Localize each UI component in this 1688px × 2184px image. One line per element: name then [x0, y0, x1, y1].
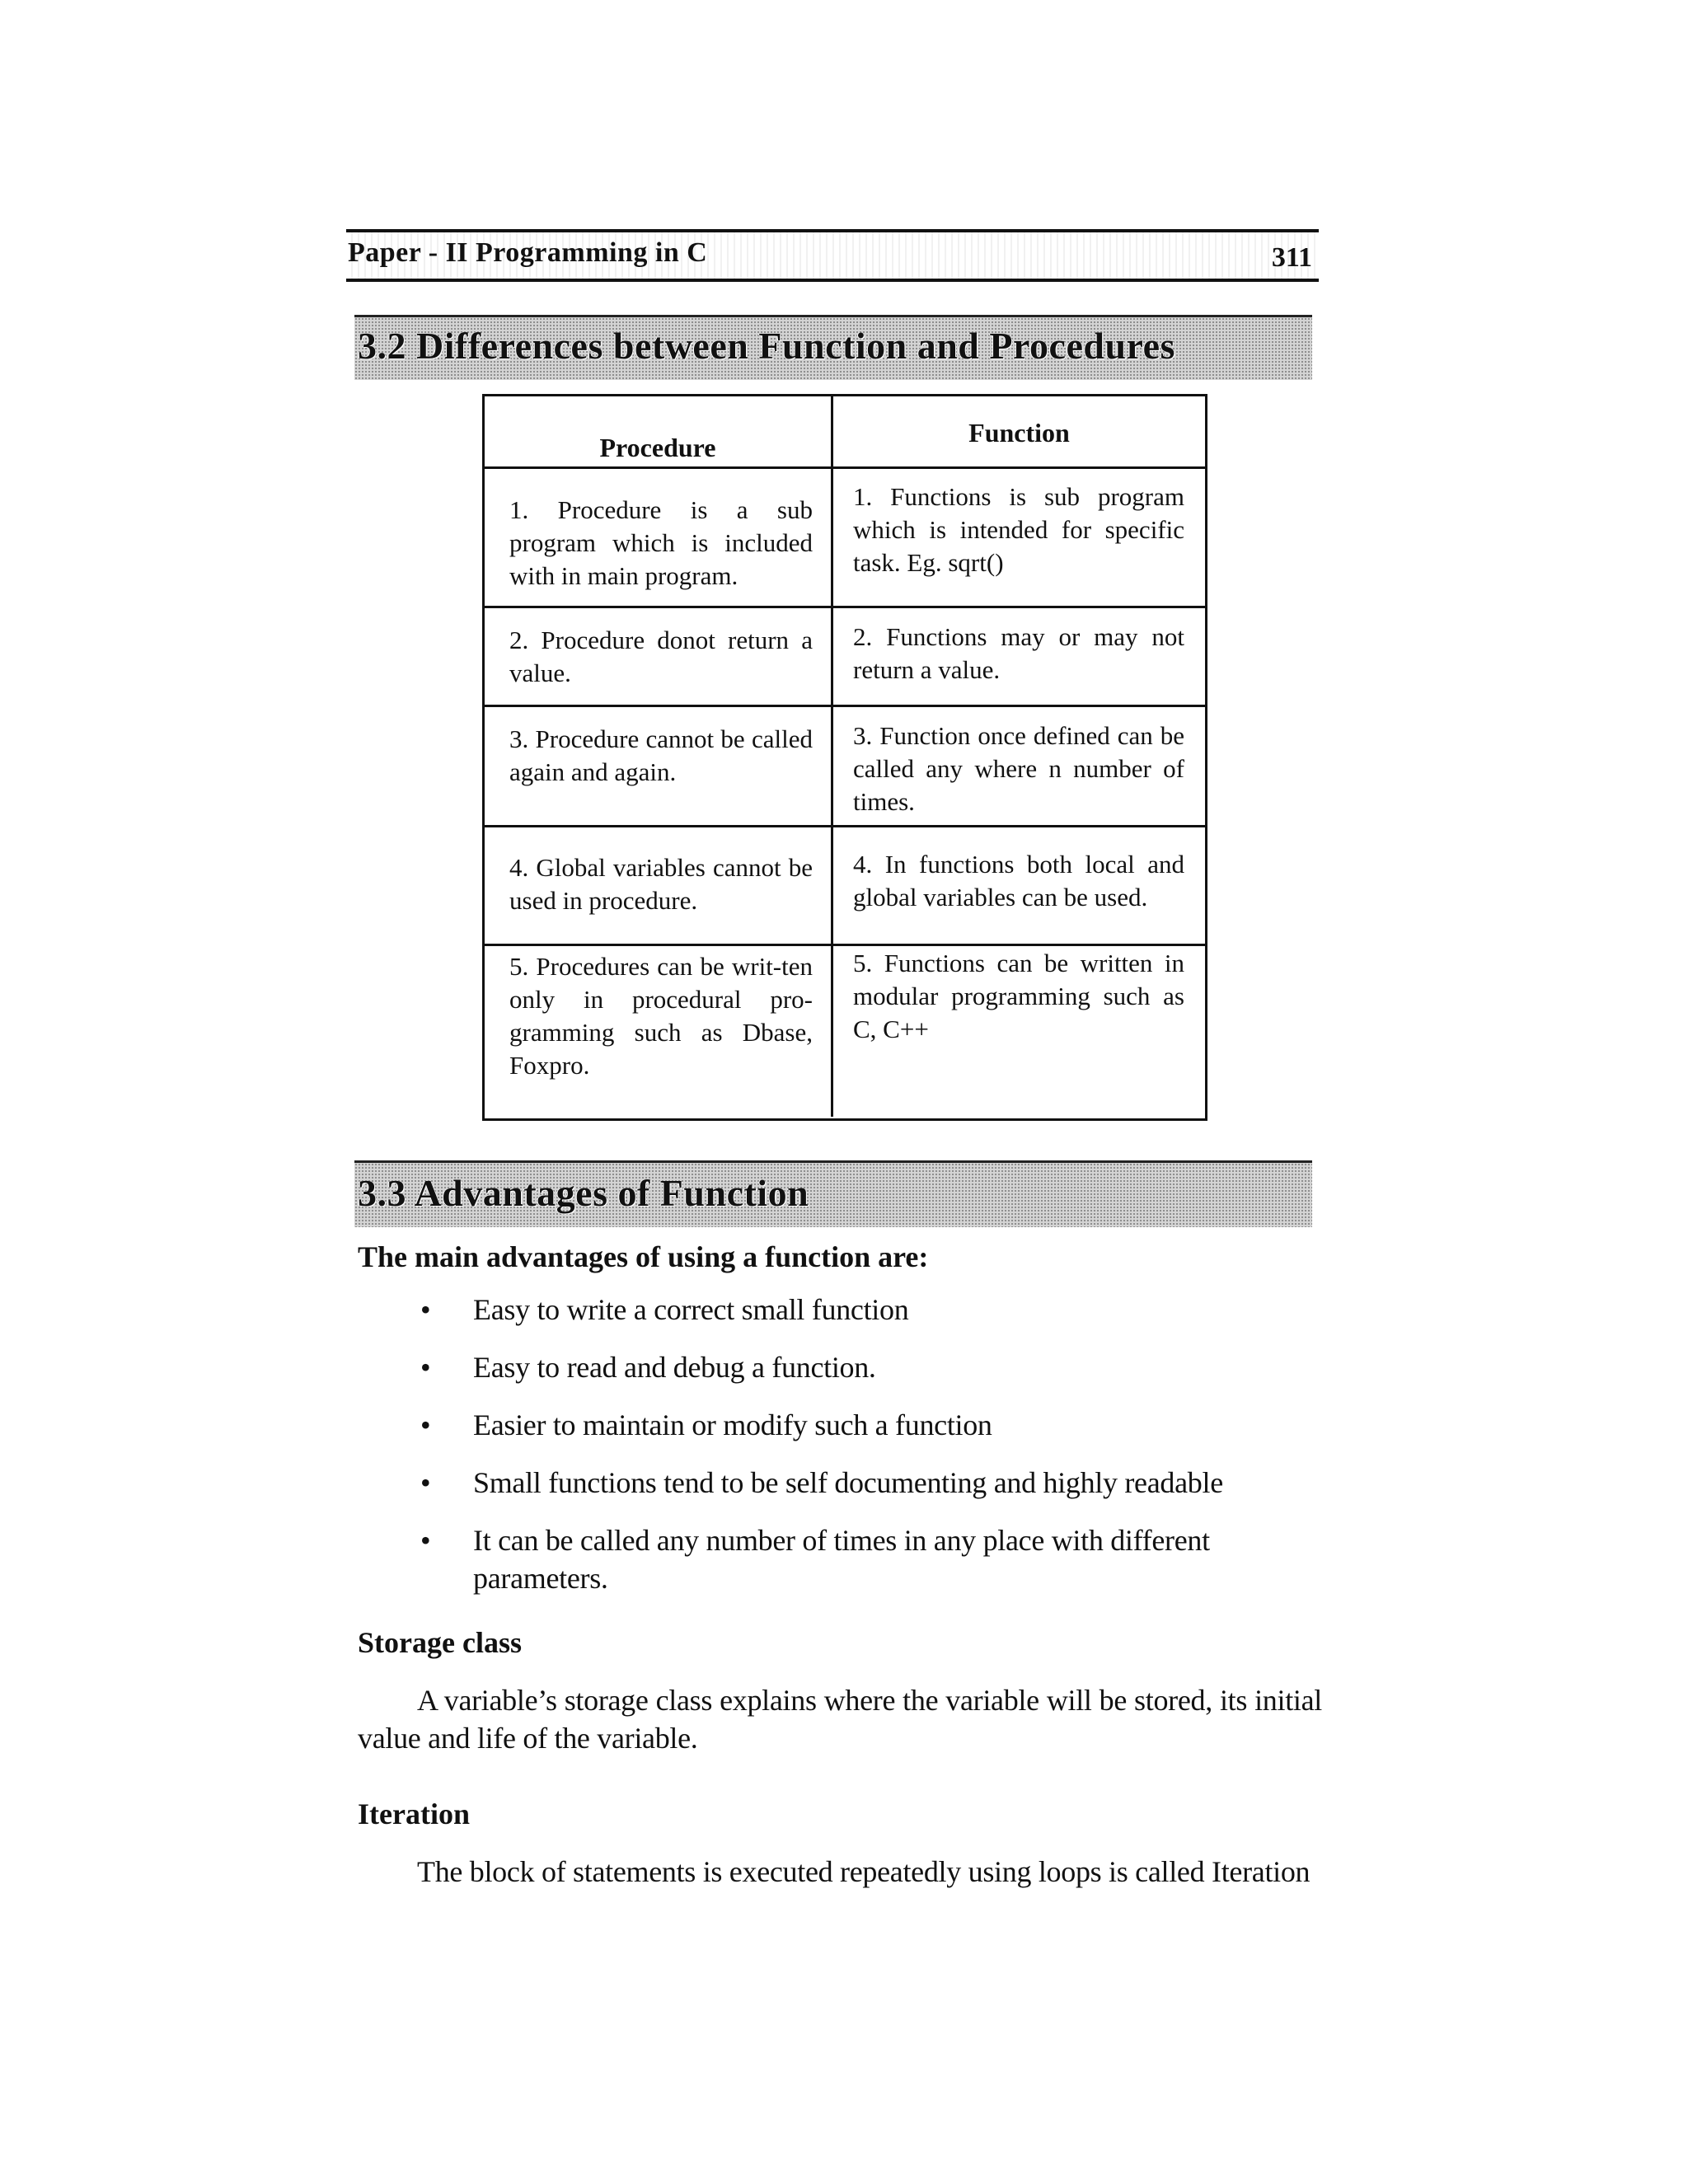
list-item [358, 1521, 1322, 1597]
iteration-heading: Iteration [358, 1797, 470, 1830]
table-cell-function: 2. Functions may or may not return a value. [853, 622, 1184, 684]
bullet-icon: • [420, 1293, 431, 1326]
bullet-icon: • [420, 1351, 431, 1384]
page-number: 311 [1271, 242, 1312, 273]
table-cell-function: 4. In functions both local and global variables can be used. [853, 850, 1184, 912]
running-header [346, 229, 1319, 282]
bullet-icon: • [420, 1466, 431, 1499]
comparison-table [482, 394, 1207, 1121]
list-item [358, 1291, 1322, 1329]
section-heading-bar [354, 1160, 1312, 1227]
iteration-paragraph: The block of statements is executed repeatedly using loops is called Iteration [417, 1855, 1311, 1888]
table-row-divider [485, 705, 1205, 707]
list-item-text: Easy to read and debug a function. [473, 1351, 876, 1384]
table-header-function: Function [968, 418, 1070, 448]
list-item-text: It can be called any number of times in any place with different parameters. [473, 1524, 1210, 1595]
section-heading-bar [354, 315, 1312, 380]
table-cell-procedure: 1. Procedure is a sub program which is included with in main program. [509, 495, 813, 590]
table-cell-procedure: 3. Procedure cannot be called again and again. [509, 724, 813, 786]
bullet-icon: • [420, 1524, 431, 1557]
table-cell-function: 1. Functions is sub program which is intended for specific task. Eg. sqrt() [853, 482, 1184, 577]
table-cell-procedure: 5. Procedures can be writ-ten only in procedural pro-gramming such as Dbase, Foxpro. [509, 952, 813, 1080]
list-item [358, 1464, 1322, 1502]
table-cell-function: 3. Function once defined can be called any where n number of times. [853, 721, 1184, 816]
list-item [358, 1348, 1322, 1386]
table-cell-function: 5. Functions can be written in modular programming such as C, C++ [853, 949, 1184, 1043]
list-item-text: Easier to maintain or modify such a function [473, 1408, 992, 1441]
table-cell-procedure: 4. Global variables cannot be used in procedure. [509, 853, 813, 915]
advantages-lead: The main advantages of using a function are: [358, 1240, 929, 1273]
section-title: 3.2 Differences between Function and Procedures [358, 325, 1175, 367]
table-header-procedure: Procedure [599, 433, 716, 462]
table-cell-procedure: 2. Procedure donot return a value. [509, 626, 813, 687]
bullet-icon: • [420, 1408, 431, 1441]
table-row-divider [485, 606, 1205, 608]
section-title: 3.3 Advantages of Function [358, 1172, 809, 1214]
storage-class-paragraph: A variable’s storage class explains where the variable will be stored, its initial value and life of the variable. [358, 1684, 1322, 1755]
running-header-title: Paper - II Programming in C [348, 237, 708, 268]
table-row-divider [485, 825, 1205, 827]
list-item-text: Easy to write a correct small function [473, 1293, 909, 1326]
storage-class-heading: Storage class [358, 1626, 522, 1659]
table-column-divider [831, 396, 833, 1117]
table-row-divider [485, 466, 1205, 469]
table-row-divider [485, 944, 1205, 946]
list-item [358, 1406, 1322, 1444]
list-item-text: Small functions tend to be self documenting and highly readable [473, 1466, 1223, 1499]
advantages-list [358, 1291, 1322, 1597]
